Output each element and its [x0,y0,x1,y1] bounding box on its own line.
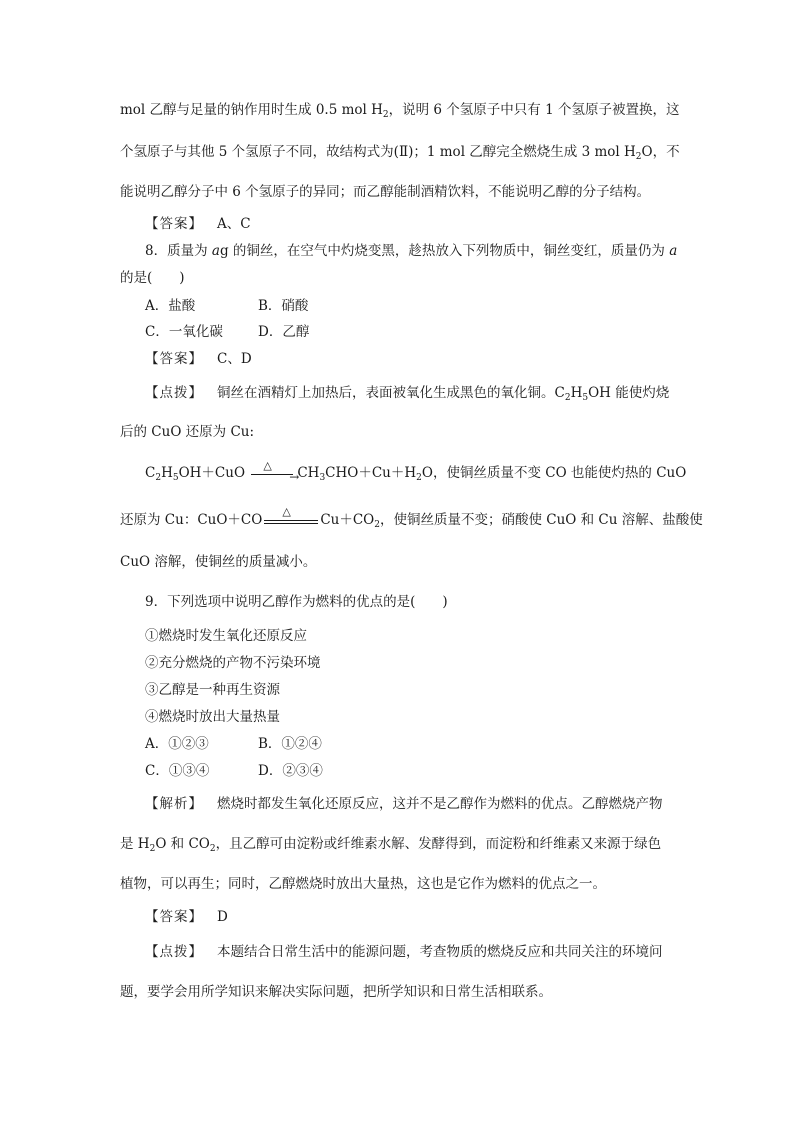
text: 8．质量为 [145,243,212,259]
text-line: 能说明乙醇分子中 6 个氢原子的异同；而乙醇能制酒精饮料，不能说明乙醇的分子结构。 [120,184,651,200]
subscript: 2 [209,844,216,854]
variable: a [211,243,220,259]
text: O，使铜丝质量不变 CO 也能使灼热的 CuO [421,465,687,481]
text: CH [297,465,320,481]
option-c: C．①③④ [145,763,210,779]
text: 个氢原子与其他 5 个氢原子不同，故结构式为(Ⅱ)；1 mol 乙醇完全燃烧生成 3 mol H [120,144,636,160]
text: 还原为 Cu：CuO＋CO [120,512,263,528]
subscript: 3 [319,473,326,483]
option-d: D．乙醇 [258,324,310,340]
statement-4: ④燃烧时放出大量热量 [145,709,280,725]
text-line [120,142,680,162]
answer-7 [145,214,251,234]
text: mol 乙醇与足量的钠作用时生成 0.5 mol H [120,102,383,118]
text: Cu＋CO [320,512,375,528]
text: ，使铜丝质量不变；硝酸使 CuO 和 Cu 溶解、盐酸使 [379,512,703,528]
answer-9 [145,907,228,927]
text: 铜丝在酒精灯上加热后，表面被氧化生成黑色的氧化铜。C [217,385,565,401]
tip-8-line2: 后的 CuO 还原为 Cu: [120,424,255,440]
answer-label: 【答案】 [145,909,203,925]
variable: a [669,243,678,259]
equation-2-line [120,504,703,531]
subscript: 5 [172,473,179,483]
text: 本题结合日常生活中的能源问题，考查物质的燃烧反应和共同关注的环境问 [217,944,663,960]
option-a: A．①②③ [145,736,209,752]
text: H [570,385,583,401]
subscript: 2 [382,110,389,120]
subscript: 2 [149,844,156,854]
answer-value: A、C [217,216,251,232]
tip-label: 【点拨】 [145,385,203,401]
answer-label: 【答案】 [145,216,203,232]
answer-value: D [217,909,228,925]
subscript: 2 [374,520,380,530]
explanation-9-line3: 植物，可以再生；同时，乙醇燃烧时放出大量热，这也是它作为燃料的优点之一。 [120,876,606,892]
explanation-label: 【解析】 [145,796,203,812]
text: O 和 CO [155,836,210,852]
tip-9-line2: 题，要学会用所学知识来解决实际问题，把所学知识和日常生活相联系。 [120,984,552,1000]
text: 燃烧时都发生氧化还原反应，这并不是乙醇作为燃料的优点。乙醇燃烧产物 [217,796,663,812]
explanation-9-line2 [120,834,661,854]
heat-condition: △ [282,504,291,518]
explanation-9-line1 [145,794,663,814]
subscript: 5 [582,393,589,403]
option-c: C．一氧化碳 [145,324,223,340]
text: CHO＋Cu＋H [325,465,417,481]
question-8-stem-cont: 的是( ) [120,270,185,286]
option-b: B．硝酸 [258,298,309,314]
text-line [120,100,679,120]
text: O，不 [641,144,680,160]
text: C [145,465,156,481]
answer-label: 【答案】 [145,351,203,367]
answer-value: C、D [217,351,252,367]
statement-2: ②充分燃烧的产物不污染环境 [145,655,321,671]
tip-8-line1 [145,383,669,403]
subscript: 2 [564,393,571,403]
text: OH 能使灼烧 [588,385,670,401]
heat-condition: △ [263,458,272,472]
reaction-equals [262,504,320,531]
option-d: D．②③④ [258,763,323,779]
question-8-stem [145,241,677,261]
text: g 的铜丝，在空气中灼烧变黑，趁热放入下列物质中，铜丝变红，质量仍为 [219,243,670,259]
statement-1: ①燃烧时发生氧化还原反应 [145,628,307,644]
reaction-arrow: △ → [249,464,297,484]
tip-8-line5: CuO 溶解，使铜丝的质量减小。 [120,554,317,570]
text: OH＋CuO [178,465,250,481]
option-a: A．盐酸 [145,298,196,314]
answer-8 [145,349,252,369]
subscript: 2 [155,473,162,483]
statement-3: ③乙醇是一种再生资源 [145,682,280,698]
tip-label: 【点拨】 [145,944,203,960]
option-b: B．①②④ [258,736,322,752]
tip-9-line1 [145,942,663,962]
text: ，说明 6 个氢原子中只有 1 个氢原子被置换，这 [388,102,680,118]
text: 是 H [120,836,150,852]
text: H [161,465,173,481]
question-9-stem: 9．下列选项中说明乙醇作为燃料的优点的是( ) [145,594,448,610]
equation-1 [145,458,687,484]
text: ，且乙醇可由淀粉或纤维素水解、发酵得到，而淀粉和纤维素又来源于绿色 [215,836,662,852]
subscript: 2 [416,473,422,483]
subscript: 2 [635,152,642,162]
